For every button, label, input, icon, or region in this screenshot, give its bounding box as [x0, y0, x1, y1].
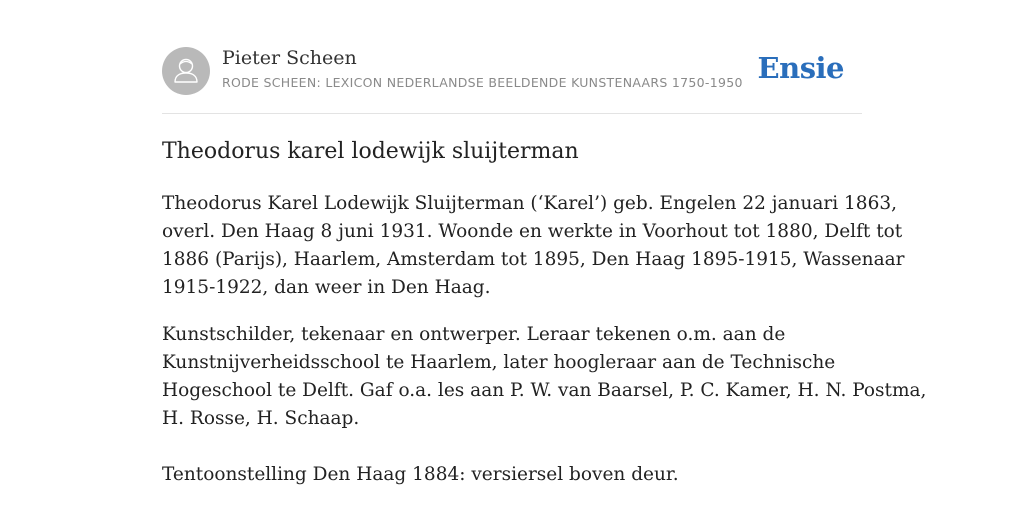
paragraph-line: Kunstschilder, tekenaar en ontwerper. Leraar tekenen o.m. aan de: [162, 324, 786, 345]
paragraph-line: overl. Den Haag 8 juni 1931. Woonde en werkte in Voorhout tot 1880, Delft tot: [162, 221, 903, 242]
paragraph-line: Theodorus Karel Lodewijk Sluijterman (‘Karel’) geb. Engelen 22 januari 1863,: [162, 193, 897, 214]
source-label[interactable]: RODE SCHEEN: LEXICON NEDERLANDSE BEELDENDE KUNSTENAARS 1750-1950: [222, 75, 743, 90]
ensie-logo[interactable]: Ensie: [757, 51, 844, 85]
article-header: [162, 47, 862, 97]
article-paragraph: [162, 190, 905, 302]
paragraph-line: 1915-1922, dan weer in Den Haag.: [162, 277, 491, 298]
paragraph-line: H. Rosse, H. Schaap.: [162, 408, 360, 429]
author-name-link[interactable]: Pieter Scheen: [222, 47, 357, 69]
paragraph-line: 1886 (Parijs), Haarlem, Amsterdam tot 1895, Den Haag 1895-1915, Wassenaar: [162, 249, 905, 270]
article-title: Theodorus karel lodewijk sluijterman: [162, 139, 579, 164]
user-icon: [162, 47, 210, 95]
article-paragraph: [162, 321, 927, 433]
article-paragraph: [162, 461, 862, 489]
header-divider: [162, 113, 862, 114]
paragraph-line: Kunstnijverheidsschool te Haarlem, later hoogleraar aan de Technische: [162, 352, 836, 373]
author-avatar[interactable]: [162, 47, 210, 95]
paragraph-line: Tentoonstelling Den Haag 1884: versiersel boven deur.: [162, 464, 679, 485]
paragraph-line: Hogeschool te Delft. Gaf o.a. les aan P. W. van Baarsel, P. C. Kamer, H. N. Postma,: [162, 380, 927, 401]
